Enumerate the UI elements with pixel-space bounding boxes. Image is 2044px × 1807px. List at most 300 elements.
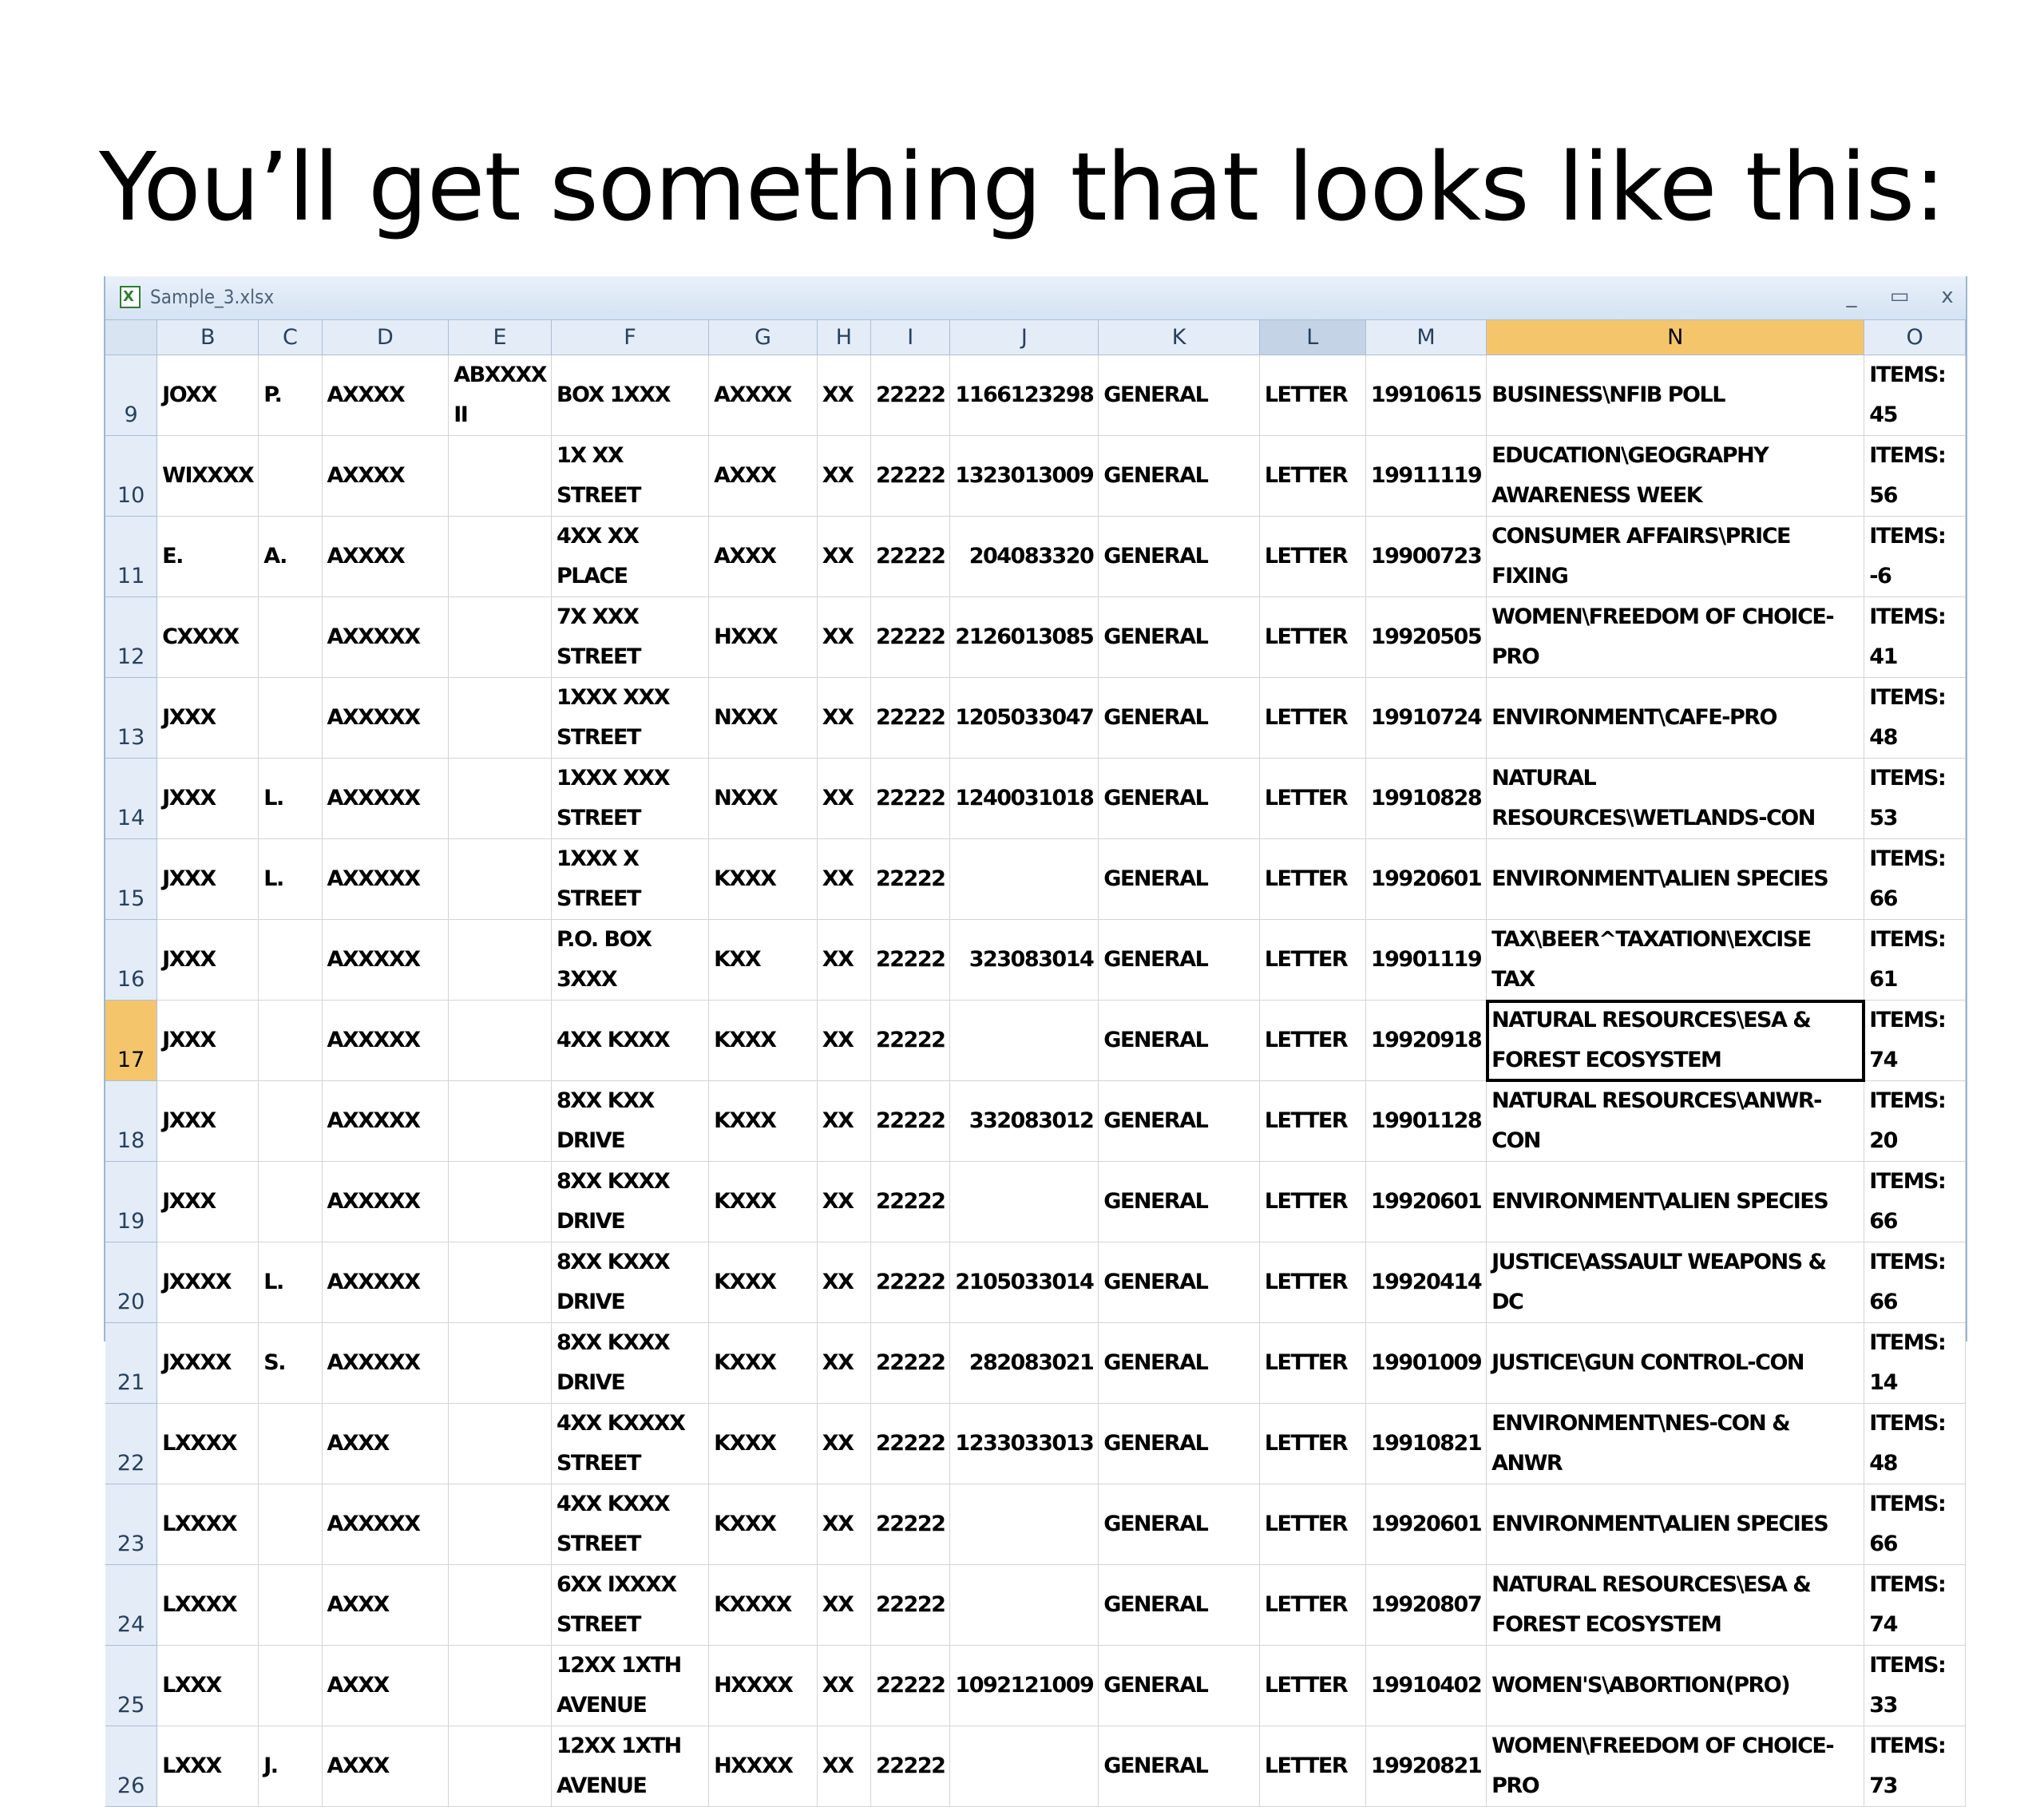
table-row xyxy=(105,1081,1966,1162)
table-row xyxy=(105,517,1966,597)
table-row xyxy=(105,1323,1966,1404)
cell-i[interactable]: 22222 xyxy=(870,517,949,597)
cell-b[interactable]: JXXX xyxy=(157,678,259,759)
cell-k[interactable]: GENERAL xyxy=(1099,1081,1260,1162)
cell-m[interactable]: 19920807 xyxy=(1365,1565,1486,1646)
cell-d[interactable]: AXXXXX xyxy=(322,1081,449,1162)
cell-k[interactable]: GENERAL xyxy=(1099,1242,1260,1323)
cell-o[interactable]: ITEMS: 66 xyxy=(1864,839,1966,920)
cell-i[interactable]: 22222 xyxy=(870,597,949,678)
cell-l[interactable]: LETTER xyxy=(1259,1001,1365,1081)
cell-h[interactable]: XX xyxy=(817,1646,870,1726)
cell-h[interactable]: XX xyxy=(817,678,870,759)
cell-g[interactable]: HXXX xyxy=(709,597,818,678)
cell-o[interactable]: ITEMS: 20 xyxy=(1864,1081,1966,1162)
cell-n[interactable]: NATURAL RESOURCES\ESA & FOREST ECOSYSTEM xyxy=(1487,1565,1864,1646)
cell-k[interactable]: GENERAL xyxy=(1099,355,1260,436)
column-header-e[interactable]: E xyxy=(449,320,552,355)
close-button[interactable]: x xyxy=(1941,284,1954,308)
cell-b[interactable]: LXXXX xyxy=(157,1484,259,1565)
cell-b[interactable]: JXXXX xyxy=(157,1323,259,1404)
cell-g[interactable]: AXXX xyxy=(709,436,818,517)
cell-h[interactable]: XX xyxy=(817,1565,870,1646)
cell-b[interactable]: JXXX xyxy=(157,759,259,839)
cell-m[interactable]: 19901128 xyxy=(1365,1081,1486,1162)
cell-i[interactable]: 22222 xyxy=(870,436,949,517)
row-header[interactable]: 16 xyxy=(105,920,157,1001)
cell-d[interactable]: AXXXXX xyxy=(322,1484,449,1565)
cell-c[interactable] xyxy=(259,920,322,1001)
cell-m[interactable]: 19910724 xyxy=(1365,678,1486,759)
cell-h[interactable]: XX xyxy=(817,355,870,436)
column-header-d[interactable]: D xyxy=(322,320,449,355)
cell-l[interactable]: LETTER xyxy=(1259,1162,1365,1242)
cell-h[interactable]: XX xyxy=(817,1323,870,1404)
cell-i[interactable]: 22222 xyxy=(870,839,949,920)
cell-m[interactable]: 19900723 xyxy=(1365,517,1486,597)
column-header-h[interactable]: H xyxy=(817,320,870,355)
cell-c[interactable]: S. xyxy=(259,1323,322,1404)
cell-e[interactable] xyxy=(449,1726,552,1807)
cell-e[interactable] xyxy=(449,436,552,517)
cell-i[interactable]: 22222 xyxy=(870,759,949,839)
table-row xyxy=(105,1001,1966,1081)
cell-j[interactable]: 323083014 xyxy=(950,920,1099,1001)
cell-e[interactable] xyxy=(449,1162,552,1242)
row-header[interactable]: 17 xyxy=(105,1001,157,1081)
row-header[interactable]: 22 xyxy=(105,1404,157,1484)
cell-e[interactable] xyxy=(449,1323,552,1404)
column-header-k[interactable]: K xyxy=(1099,320,1260,355)
cell-o[interactable]: ITEMS: 66 xyxy=(1864,1242,1966,1323)
cell-f[interactable]: 6XX IXXXX STREET xyxy=(551,1565,708,1646)
cell-d[interactable]: AXXXXX xyxy=(322,839,449,920)
select-all-corner[interactable] xyxy=(105,320,157,355)
cell-g[interactable]: KXXX xyxy=(709,1162,818,1242)
cell-m[interactable]: 19901009 xyxy=(1365,1323,1486,1404)
cell-l[interactable]: LETTER xyxy=(1259,1323,1365,1404)
cell-f[interactable]: 4XX KXXXX STREET xyxy=(551,1404,708,1484)
cell-l[interactable]: LETTER xyxy=(1259,1404,1365,1484)
row-header[interactable]: 24 xyxy=(105,1565,157,1646)
cell-o[interactable]: ITEMS: 73 xyxy=(1864,1726,1966,1807)
cell-o[interactable]: ITEMS: 41 xyxy=(1864,597,1966,678)
cell-m[interactable]: 19920505 xyxy=(1365,597,1486,678)
cell-i[interactable]: 22222 xyxy=(870,1726,949,1807)
cell-f[interactable]: 1XXX XXX STREET xyxy=(551,759,708,839)
column-header-c[interactable]: C xyxy=(259,320,322,355)
cell-l[interactable]: LETTER xyxy=(1259,678,1365,759)
row-header[interactable]: 14 xyxy=(105,759,157,839)
table-row xyxy=(105,920,1966,1001)
cell-b[interactable]: JXXX xyxy=(157,1001,259,1081)
cell-i[interactable]: 22222 xyxy=(870,1242,949,1323)
cell-d[interactable]: AXXX xyxy=(322,1726,449,1807)
cell-d[interactable]: AXXX xyxy=(322,1646,449,1726)
cell-c[interactable] xyxy=(259,1404,322,1484)
cell-i[interactable]: 22222 xyxy=(870,1001,949,1081)
cell-l[interactable]: LETTER xyxy=(1259,839,1365,920)
row-header[interactable]: 11 xyxy=(105,517,157,597)
cell-i[interactable]: 22222 xyxy=(870,678,949,759)
cell-e[interactable] xyxy=(449,839,552,920)
cell-f[interactable]: 8XX KXX DRIVE xyxy=(551,1081,708,1162)
cell-h[interactable]: XX xyxy=(817,1726,870,1807)
cell-l[interactable]: LETTER xyxy=(1259,1726,1365,1807)
cell-j[interactable]: 1240031018 xyxy=(950,759,1099,839)
cell-n[interactable]: ENVIRONMENT\CAFE-PRO xyxy=(1487,678,1864,759)
cell-o[interactable]: ITEMS: -6 xyxy=(1864,517,1966,597)
cell-g[interactable]: KXXX xyxy=(709,1484,818,1565)
cell-n[interactable]: NATURAL RESOURCES\WETLANDS-CON xyxy=(1487,759,1864,839)
cell-n[interactable]: CONSUMER AFFAIRS\PRICE FIXING xyxy=(1487,517,1864,597)
cell-j[interactable] xyxy=(950,1162,1099,1242)
cell-e[interactable] xyxy=(449,1646,552,1726)
column-header-i[interactable]: I xyxy=(870,320,949,355)
column-header-f[interactable]: F xyxy=(551,320,708,355)
cell-i[interactable]: 22222 xyxy=(870,1646,949,1726)
cell-h[interactable]: XX xyxy=(817,1001,870,1081)
cell-o[interactable]: ITEMS: 45 xyxy=(1864,355,1966,436)
column-header-o[interactable]: O xyxy=(1864,320,1966,355)
cell-g[interactable]: AXXX xyxy=(709,517,818,597)
cell-c[interactable] xyxy=(259,1484,322,1565)
row-header[interactable]: 25 xyxy=(105,1646,157,1726)
cell-f[interactable]: 4XX XX PLACE xyxy=(551,517,708,597)
cell-c[interactable]: L. xyxy=(259,1242,322,1323)
cell-b[interactable]: JXXX xyxy=(157,839,259,920)
cell-e[interactable] xyxy=(449,1484,552,1565)
cell-e[interactable] xyxy=(449,759,552,839)
cell-b[interactable]: E. xyxy=(157,517,259,597)
cell-m[interactable]: 19910828 xyxy=(1365,759,1486,839)
cell-h[interactable]: XX xyxy=(817,436,870,517)
cell-l[interactable]: LETTER xyxy=(1259,1484,1365,1565)
cell-g[interactable]: KXX xyxy=(709,920,818,1001)
cell-b[interactable]: LXXXX xyxy=(157,1404,259,1484)
cell-g[interactable]: KXXX xyxy=(709,839,818,920)
cell-f[interactable]: 8XX KXXX DRIVE xyxy=(551,1323,708,1404)
table-row xyxy=(105,1726,1966,1807)
spreadsheet-grid xyxy=(105,320,1966,1807)
cell-n[interactable]: WOMEN'S\ABORTION(PRO) xyxy=(1487,1646,1864,1726)
cell-n[interactable]: NATURAL RESOURCES\ESA & FOREST ECOSYSTEM xyxy=(1487,1001,1864,1081)
row-header[interactable]: 21 xyxy=(105,1323,157,1404)
row-header[interactable]: 9 xyxy=(105,355,157,436)
cell-i[interactable]: 22222 xyxy=(870,1565,949,1646)
cell-j[interactable]: 282083021 xyxy=(950,1323,1099,1404)
cell-f[interactable]: 1XXX XXX STREET xyxy=(551,678,708,759)
cell-h[interactable]: XX xyxy=(817,1484,870,1565)
column-header-l[interactable]: L xyxy=(1259,320,1365,355)
cell-h[interactable]: XX xyxy=(817,597,870,678)
cell-d[interactable]: AXXXX xyxy=(322,436,449,517)
cell-i[interactable]: 22222 xyxy=(870,1323,949,1404)
cell-c[interactable] xyxy=(259,1001,322,1081)
cell-o[interactable]: ITEMS: 14 xyxy=(1864,1323,1966,1404)
cell-e[interactable] xyxy=(449,920,552,1001)
cell-e[interactable] xyxy=(449,1565,552,1646)
cell-b[interactable]: LXXX xyxy=(157,1646,259,1726)
cell-k[interactable]: GENERAL xyxy=(1099,517,1260,597)
cell-d[interactable]: AXXXX xyxy=(322,517,449,597)
cell-k[interactable]: GENERAL xyxy=(1099,839,1260,920)
window-titlebar[interactable] xyxy=(105,276,1966,320)
cell-m[interactable]: 19920918 xyxy=(1365,1001,1486,1081)
cell-c[interactable] xyxy=(259,1162,322,1242)
cell-f[interactable]: 8XX KXXX DRIVE xyxy=(551,1162,708,1242)
cell-m[interactable]: 19910821 xyxy=(1365,1404,1486,1484)
cell-e[interactable] xyxy=(449,678,552,759)
cell-k[interactable]: GENERAL xyxy=(1099,920,1260,1001)
cell-c[interactable]: P. xyxy=(259,355,322,436)
cell-e[interactable] xyxy=(449,517,552,597)
row-header[interactable]: 13 xyxy=(105,678,157,759)
cell-b[interactable]: LXXX xyxy=(157,1726,259,1807)
row-header[interactable]: 10 xyxy=(105,436,157,517)
column-header-j[interactable]: J xyxy=(950,320,1099,355)
cell-d[interactable]: AXXX xyxy=(322,1565,449,1646)
cell-k[interactable]: GENERAL xyxy=(1099,1404,1260,1484)
cell-h[interactable]: XX xyxy=(817,1081,870,1162)
cell-c[interactable]: L. xyxy=(259,759,322,839)
cell-c[interactable] xyxy=(259,597,322,678)
cell-n[interactable]: WOMEN\FREEDOM OF CHOICE-PRO xyxy=(1487,1726,1864,1807)
cell-b[interactable]: WIXXXX xyxy=(157,436,259,517)
cell-f[interactable]: 7X XXX STREET xyxy=(551,597,708,678)
cell-e[interactable] xyxy=(449,1001,552,1081)
cell-e[interactable] xyxy=(449,1081,552,1162)
cell-e[interactable] xyxy=(449,1404,552,1484)
cell-g[interactable]: NXXX xyxy=(709,678,818,759)
cell-o[interactable]: ITEMS: 66 xyxy=(1864,1484,1966,1565)
cell-f[interactable]: 1X XX STREET xyxy=(551,436,708,517)
cell-d[interactable]: AXXXXX xyxy=(322,1323,449,1404)
cell-g[interactable]: KXXX xyxy=(709,1001,818,1081)
cell-g[interactable]: KXXX xyxy=(709,1242,818,1323)
cell-h[interactable]: XX xyxy=(817,1162,870,1242)
cell-h[interactable]: XX xyxy=(817,759,870,839)
slide-title: You’ll get something that looks like this: xyxy=(98,132,1945,242)
cell-b[interactable]: CXXXX xyxy=(157,597,259,678)
cell-j[interactable]: 204083320 xyxy=(950,517,1099,597)
cell-f[interactable]: 4XX KXXX STREET xyxy=(551,1484,708,1565)
cell-k[interactable]: GENERAL xyxy=(1099,1162,1260,1242)
cell-o[interactable]: ITEMS: 53 xyxy=(1864,759,1966,839)
cell-i[interactable]: 22222 xyxy=(870,920,949,1001)
cell-m[interactable]: 19910402 xyxy=(1365,1646,1486,1726)
cell-o[interactable]: ITEMS: 33 xyxy=(1864,1646,1966,1726)
cell-k[interactable]: GENERAL xyxy=(1099,678,1260,759)
cell-d[interactable]: AXXXXX xyxy=(322,920,449,1001)
cell-e[interactable] xyxy=(449,597,552,678)
cell-e[interactable]: ABXXXX II xyxy=(449,355,552,436)
cell-o[interactable]: ITEMS: 74 xyxy=(1864,1565,1966,1646)
cell-j[interactable] xyxy=(950,1001,1099,1081)
cell-n[interactable]: JUSTICE\ASSAULT WEAPONS & DC xyxy=(1487,1242,1864,1323)
cell-d[interactable]: AXXXXX xyxy=(322,1242,449,1323)
cell-n[interactable]: EDUCATION\GEOGRAPHY AWARENESS WEEK xyxy=(1487,436,1864,517)
cell-b[interactable]: JXXX xyxy=(157,920,259,1001)
row-header[interactable]: 12 xyxy=(105,597,157,678)
cell-d[interactable]: AXXXXX xyxy=(322,1162,449,1242)
cell-k[interactable]: GENERAL xyxy=(1099,1323,1260,1404)
cell-n[interactable]: WOMEN\FREEDOM OF CHOICE-PRO xyxy=(1487,597,1864,678)
cell-n[interactable]: ENVIRONMENT\NES-CON & ANWR xyxy=(1487,1404,1864,1484)
cell-i[interactable]: 22222 xyxy=(870,1081,949,1162)
row-header[interactable]: 23 xyxy=(105,1484,157,1565)
cell-l[interactable]: LETTER xyxy=(1259,759,1365,839)
cell-d[interactable]: AXXXXX xyxy=(322,597,449,678)
cell-o[interactable]: ITEMS: 56 xyxy=(1864,436,1966,517)
cell-o[interactable]: ITEMS: 66 xyxy=(1864,1162,1966,1242)
cell-b[interactable]: JXXXX xyxy=(157,1242,259,1323)
cell-c[interactable] xyxy=(259,436,322,517)
cell-i[interactable]: 22222 xyxy=(870,355,949,436)
cell-c[interactable]: A. xyxy=(259,517,322,597)
cell-d[interactable]: AXXX xyxy=(322,1404,449,1484)
cell-l[interactable]: LETTER xyxy=(1259,1242,1365,1323)
cell-k[interactable]: GENERAL xyxy=(1099,436,1260,517)
cell-h[interactable]: XX xyxy=(817,1404,870,1484)
cell-n[interactable]: TAX\BEER^TAXATION\EXCISE TAX xyxy=(1487,920,1864,1001)
cell-j[interactable] xyxy=(950,839,1099,920)
maximize-button[interactable]: ▭ xyxy=(1889,284,1910,308)
cell-n[interactable]: ENVIRONMENT\ALIEN SPECIES xyxy=(1487,1162,1864,1242)
cell-h[interactable]: XX xyxy=(817,517,870,597)
cell-j[interactable] xyxy=(950,1484,1099,1565)
cell-n[interactable]: ENVIRONMENT\ALIEN SPECIES xyxy=(1487,839,1864,920)
cell-g[interactable]: KXXX xyxy=(709,1081,818,1162)
cell-o[interactable]: ITEMS: 61 xyxy=(1864,920,1966,1001)
cell-j[interactable]: 1166123298 xyxy=(950,355,1099,436)
cell-g[interactable]: AXXXX xyxy=(709,355,818,436)
cell-g[interactable]: KXXX xyxy=(709,1323,818,1404)
cell-m[interactable]: 19910615 xyxy=(1365,355,1486,436)
cell-j[interactable]: 1323013009 xyxy=(950,436,1099,517)
cell-h[interactable]: XX xyxy=(817,839,870,920)
cell-j[interactable]: 2105033014 xyxy=(950,1242,1099,1323)
cell-f[interactable]: BOX 1XXX xyxy=(551,355,708,436)
cell-d[interactable]: AXXXXX xyxy=(322,759,449,839)
cell-m[interactable]: 19920414 xyxy=(1365,1242,1486,1323)
cell-f[interactable]: 1XXX X STREET xyxy=(551,839,708,920)
cell-l[interactable]: LETTER xyxy=(1259,920,1365,1001)
cell-b[interactable]: JXXX xyxy=(157,1081,259,1162)
cell-i[interactable]: 22222 xyxy=(870,1484,949,1565)
cell-l[interactable]: LETTER xyxy=(1259,355,1365,436)
cell-f[interactable]: 8XX KXXX DRIVE xyxy=(551,1242,708,1323)
cell-f[interactable]: 4XX KXXX xyxy=(551,1001,708,1081)
row-header[interactable]: 18 xyxy=(105,1081,157,1162)
cell-g[interactable]: KXXXX xyxy=(709,1565,818,1646)
cell-h[interactable]: XX xyxy=(817,920,870,1001)
cell-j[interactable]: 1233033013 xyxy=(950,1404,1099,1484)
cell-g[interactable]: HXXXX xyxy=(709,1646,818,1726)
column-header-n[interactable]: N xyxy=(1487,320,1864,355)
cell-n[interactable]: NATURAL RESOURCES\ANWR-CON xyxy=(1487,1081,1864,1162)
cell-f[interactable]: 12XX 1XTH AVENUE xyxy=(551,1646,708,1726)
cell-c[interactable] xyxy=(259,1565,322,1646)
row-header[interactable]: 26 xyxy=(105,1726,157,1807)
table-row xyxy=(105,759,1966,839)
cell-c[interactable] xyxy=(259,1081,322,1162)
column-header-row xyxy=(105,320,1966,355)
cell-k[interactable]: GENERAL xyxy=(1099,1565,1260,1646)
minimize-button[interactable]: _ xyxy=(1846,284,1857,308)
cell-k[interactable]: GENERAL xyxy=(1099,597,1260,678)
cell-b[interactable]: JXXX xyxy=(157,1162,259,1242)
cell-o[interactable]: ITEMS: 74 xyxy=(1864,1001,1966,1081)
cell-c[interactable] xyxy=(259,1646,322,1726)
cell-o[interactable]: ITEMS: 48 xyxy=(1864,1404,1966,1484)
cell-b[interactable]: JOXX xyxy=(157,355,259,436)
cell-m[interactable]: 19901119 xyxy=(1365,920,1486,1001)
cell-j[interactable] xyxy=(950,1565,1099,1646)
cell-l[interactable]: LETTER xyxy=(1259,1081,1365,1162)
cell-g[interactable]: HXXXX xyxy=(709,1726,818,1807)
cell-l[interactable]: LETTER xyxy=(1259,1565,1365,1646)
column-header-b[interactable]: B xyxy=(157,320,259,355)
cell-f[interactable]: 12XX 1XTH AVENUE xyxy=(551,1726,708,1807)
cell-m[interactable]: 19920601 xyxy=(1365,1484,1486,1565)
cell-m[interactable]: 19920821 xyxy=(1365,1726,1486,1807)
cell-g[interactable]: KXXX xyxy=(709,1404,818,1484)
cell-k[interactable]: GENERAL xyxy=(1099,1484,1260,1565)
cell-i[interactable]: 22222 xyxy=(870,1162,949,1242)
cell-m[interactable]: 19920601 xyxy=(1365,1162,1486,1242)
cell-k[interactable]: GENERAL xyxy=(1099,759,1260,839)
cell-l[interactable]: LETTER xyxy=(1259,436,1365,517)
cell-n[interactable]: JUSTICE\GUN CONTROL-CON xyxy=(1487,1323,1864,1404)
cell-n[interactable]: ENVIRONMENT\ALIEN SPECIES xyxy=(1487,1484,1864,1565)
column-header-m[interactable]: M xyxy=(1365,320,1486,355)
table-row xyxy=(105,678,1966,759)
cell-d[interactable]: AXXXXX xyxy=(322,1001,449,1081)
cell-o[interactable]: ITEMS: 48 xyxy=(1864,678,1966,759)
cell-n[interactable]: BUSINESS\NFIB POLL xyxy=(1487,355,1864,436)
cell-j[interactable]: 332083012 xyxy=(950,1081,1099,1162)
cell-j[interactable]: 2126013085 xyxy=(950,597,1099,678)
cell-k[interactable]: GENERAL xyxy=(1099,1646,1260,1726)
cell-c[interactable]: L. xyxy=(259,839,322,920)
cell-f[interactable]: P.O. BOX 3XXX xyxy=(551,920,708,1001)
row-header[interactable]: 19 xyxy=(105,1162,157,1242)
cell-e[interactable] xyxy=(449,1242,552,1323)
cell-m[interactable]: 19920601 xyxy=(1365,839,1486,920)
cell-j[interactable]: 1205033047 xyxy=(950,678,1099,759)
cell-k[interactable]: GENERAL xyxy=(1099,1001,1260,1081)
cell-b[interactable]: LXXXX xyxy=(157,1565,259,1646)
row-header[interactable]: 20 xyxy=(105,1242,157,1323)
cell-c[interactable]: J. xyxy=(259,1726,322,1807)
cell-m[interactable]: 19911119 xyxy=(1365,436,1486,517)
row-header[interactable]: 15 xyxy=(105,839,157,920)
cell-i[interactable]: 22222 xyxy=(870,1404,949,1484)
cell-l[interactable]: LETTER xyxy=(1259,517,1365,597)
cell-k[interactable]: GENERAL xyxy=(1099,1726,1260,1807)
column-header-g[interactable]: G xyxy=(709,320,818,355)
cell-d[interactable]: AXXXXX xyxy=(322,678,449,759)
cell-j[interactable]: 1092121009 xyxy=(950,1646,1099,1726)
cell-l[interactable]: LETTER xyxy=(1259,1646,1365,1726)
cell-g[interactable]: NXXX xyxy=(709,759,818,839)
cell-c[interactable] xyxy=(259,678,322,759)
cell-j[interactable] xyxy=(950,1726,1099,1807)
cell-h[interactable]: XX xyxy=(817,1242,870,1323)
cell-d[interactable]: AXXXX xyxy=(322,355,449,436)
cell-l[interactable]: LETTER xyxy=(1259,597,1365,678)
